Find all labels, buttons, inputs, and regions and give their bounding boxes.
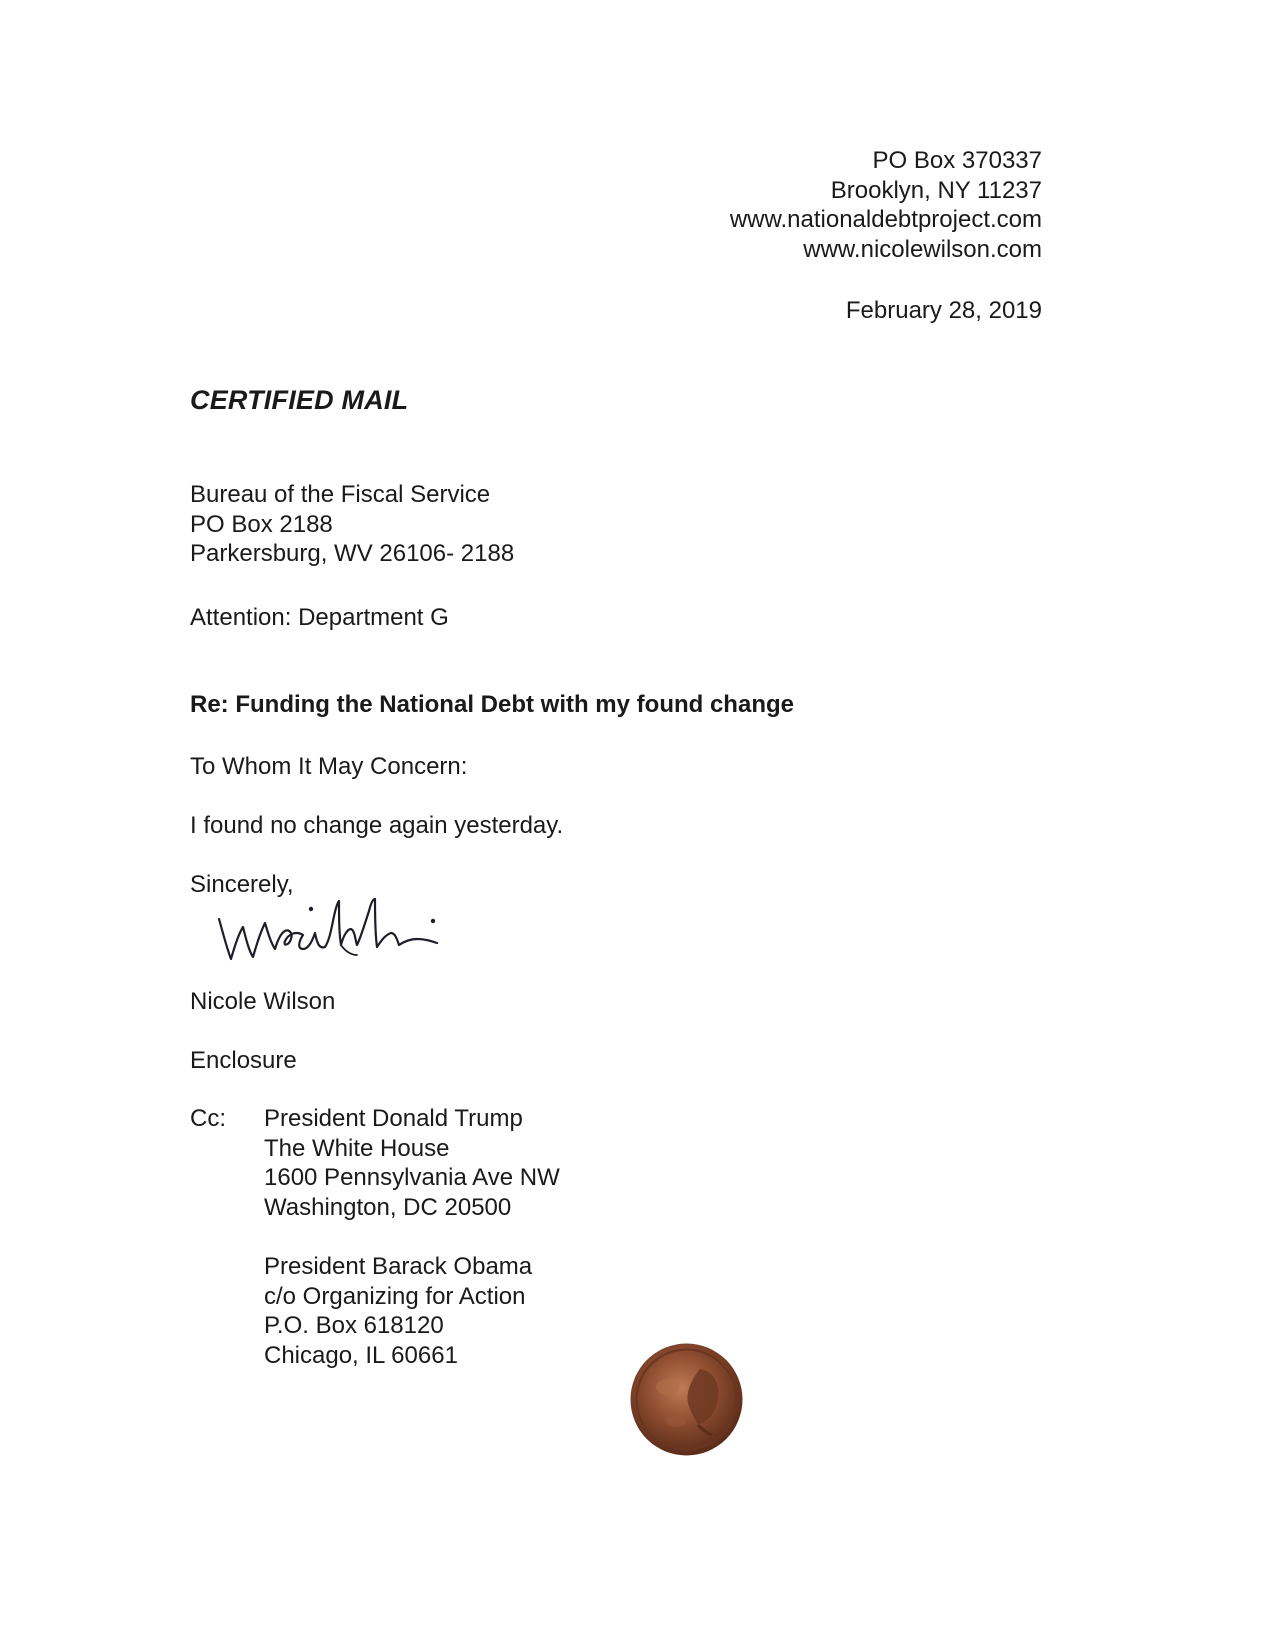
letter-body: I found no change again yesterday. (190, 812, 564, 839)
cc-line: President Barack Obama (264, 1253, 533, 1280)
penny-coin-image (628, 1341, 745, 1458)
sender-po-box: PO Box 370337 (872, 147, 1042, 174)
salutation: To Whom It May Concern: (190, 753, 468, 780)
recipient-name: Bureau of the Fiscal Service (190, 481, 491, 508)
attention-line: Attention: Department G (190, 604, 449, 631)
recipient-address (190, 480, 514, 569)
enclosure-note: Enclosure (190, 1047, 297, 1074)
handwritten-signature (215, 893, 485, 973)
cc-line: The White House (264, 1134, 450, 1162)
recipient-po-box: PO Box 2188 (190, 510, 333, 538)
sender-website-2: www.nicolewilson.com (803, 235, 1042, 263)
cc-line: c/o Organizing for Action (264, 1282, 526, 1310)
cc-line: President Donald Trump (264, 1105, 523, 1132)
cc-line: 1600 Pennsylvania Ave NW (264, 1164, 560, 1191)
cc-line: Chicago, IL 60661 (264, 1341, 458, 1369)
closing: Sincerely, (190, 871, 294, 898)
certified-mail-heading: CERTIFIED MAIL (190, 385, 409, 415)
sender-city: Brooklyn, NY 11237 (830, 176, 1042, 204)
cc-line: P.O. Box 618120 (264, 1312, 444, 1339)
signer-name: Nicole Wilson (190, 988, 336, 1015)
sender-address (730, 146, 1042, 264)
cc-recipient-trump (264, 1104, 560, 1222)
subject-line: Re: Funding the National Debt with my found change (190, 691, 794, 718)
recipient-city: Parkersburg, WV 26106- 2188 (190, 540, 515, 567)
cc-recipient-obama (264, 1252, 532, 1370)
letter-date: February 28, 2019 (845, 297, 1042, 324)
cc-label: Cc: (190, 1105, 226, 1132)
cc-line: Washington, DC 20500 (264, 1193, 512, 1221)
sender-website-1: www.nationaldebtproject.com (729, 206, 1042, 233)
